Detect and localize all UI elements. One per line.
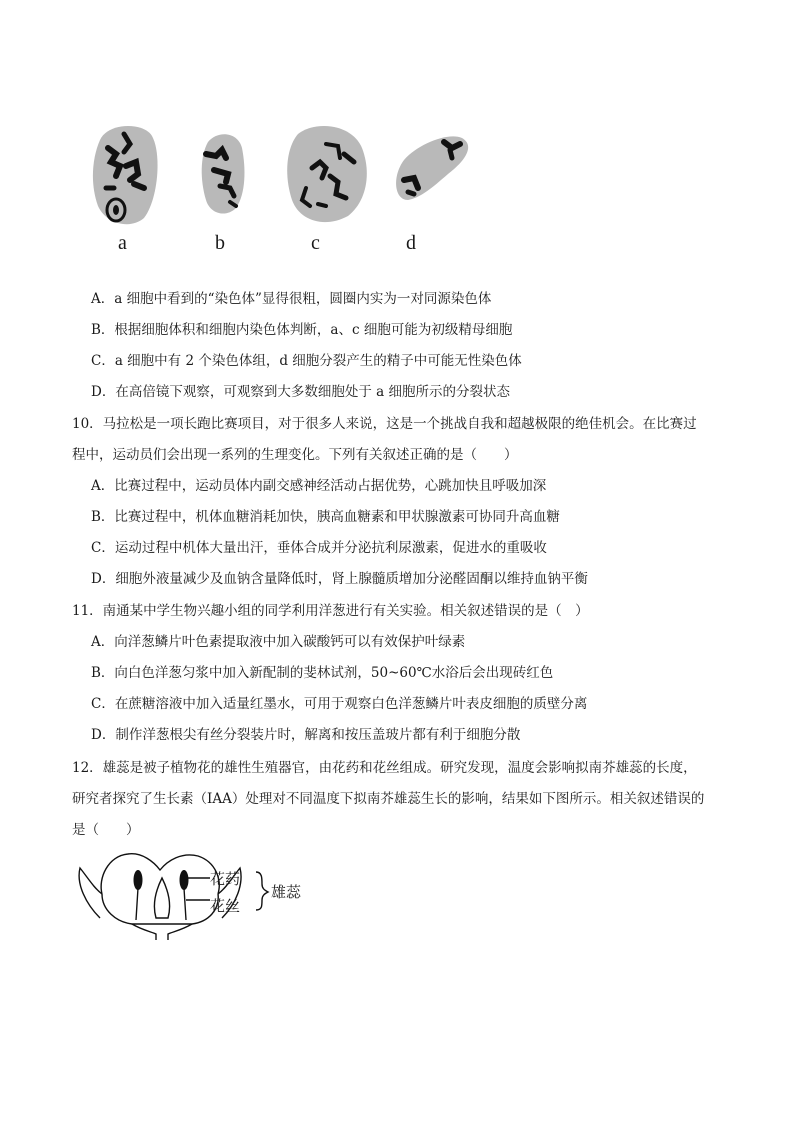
- q11-option-c: C．在蔗糖溶液中加入适量红墨水，可用于观察白色洋葱鳞片叶表皮细胞的质壁分离: [91, 696, 588, 712]
- q11-option-b: B．向白色洋葱匀浆中加入新配制的斐林试剂，50~60℃水浴后会出现砖红色: [91, 665, 554, 681]
- q9-option-a: A．a 细胞中看到的“染色体”显得很粗，圆圈内实为一对同源染色体: [91, 291, 492, 307]
- cell-label-c: c: [311, 232, 320, 254]
- q11-option-a: A．向洋葱鳞片叶色素提取液中加入碳酸钙可以有效保护叶绿素: [91, 634, 466, 650]
- q11-option-d: D．制作洋葱根尖有丝分裂装片时，解离和按压盖玻片都有利于细胞分散: [91, 727, 521, 743]
- q9-option-b: B．根据细胞体积和细胞内染色体判断，a、c 细胞可能为初级精母细胞: [91, 322, 513, 338]
- q12-stem-line1: 12．雄蕊是被子植物花的雄性生殖器官，由花药和花丝组成。研究发现，温度会影响拟南芥雄蕊的长度，: [72, 760, 697, 776]
- cell-b: [202, 134, 245, 213]
- q12-stem-line3: 是（ ）: [72, 822, 140, 838]
- stamen-label: 雄蕊: [271, 883, 302, 901]
- q11-stem: 11．南通某中学生物兴趣小组的同学利用洋葱进行有关实验。相关叙述错误的是（ ）: [72, 603, 589, 619]
- q10-option-d: D．细胞外液量减少及血钠含量降低时，肾上腺髓质增加分泌醛固酮以维持血钠平衡: [91, 571, 588, 587]
- q10-stem-line2: 程中，运动员们会出现一系列的生理变化。下列有关叙述正确的是（ ）: [72, 447, 518, 463]
- cell-label-b: b: [215, 232, 225, 254]
- cell-label-a: a: [118, 232, 127, 254]
- cell-a: [93, 126, 158, 224]
- cell-label-d: d: [406, 232, 416, 254]
- cell-d: [396, 136, 468, 200]
- filament-label: 花丝: [210, 897, 241, 915]
- meiosis-cells-figure: [86, 118, 486, 228]
- anther-label: 花药: [210, 870, 241, 888]
- q10-option-c: C．运动过程中机体大量出汗，垂体合成并分泌抗利尿激素，促进水的重吸收: [91, 540, 547, 556]
- q9-option-c: C．a 细胞中有 2 个染色体组，d 细胞分裂产生的精子中可能无性染色体: [91, 353, 522, 369]
- q10-option-a: A．比赛过程中，运动员体内副交感神经活动占据优势，心跳加快且呼吸加深: [91, 478, 547, 494]
- q10-option-b: B．比赛过程中，机体血糖消耗加快，胰高血糖素和甲状腺激素可协同升高血糖: [91, 509, 560, 525]
- cell-c: [287, 126, 367, 222]
- q10-stem-line1: 10．马拉松是一项长跑比赛项目，对于很多人来说，这是一个挑战自我和超越极限的绝佳机会。在比赛过: [72, 416, 697, 432]
- q12-stem-line2: 研究者探究了生长素（IAA）处理对不同温度下拟南芥雄蕊生长的影响，结果如下图所示。相关叙述错误的: [72, 791, 705, 807]
- q9-option-d: D．在高倍镜下观察，可观察到大多数细胞处于 a 细胞所示的分裂状态: [91, 384, 510, 400]
